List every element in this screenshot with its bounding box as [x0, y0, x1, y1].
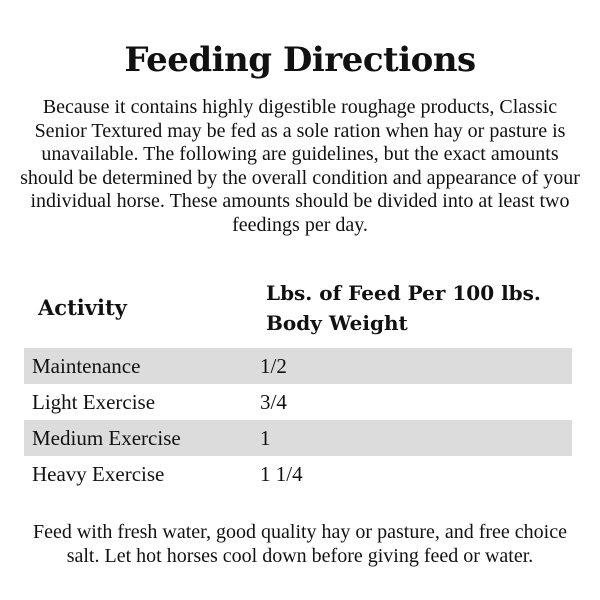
activity-cell: Heavy Exercise — [32, 462, 165, 486]
header-amount — [266, 278, 566, 338]
amount-cell: 1/2 — [260, 354, 287, 378]
table-row — [24, 384, 572, 420]
table-header — [24, 278, 572, 344]
table-body — [24, 348, 572, 492]
amount-cell: 1 1/4 — [260, 462, 303, 486]
header-amount-line2: Body Weight — [266, 311, 408, 335]
amount-cell: 3/4 — [260, 390, 287, 414]
feeding-table — [24, 278, 572, 486]
activity-cell: Maintenance — [32, 354, 141, 378]
header-amount-line1: Lbs. of Feed Per 100 lbs. — [266, 281, 541, 305]
table-row — [24, 420, 572, 456]
amount-cell: 1 — [260, 426, 271, 450]
footer-note: Feed with fresh water, good quality hay or pasture, and free choice salt. Let hot horses cool down before giving feed or water. — [32, 521, 567, 567]
table-row — [24, 456, 572, 492]
page-title: Feeding Directions — [124, 40, 476, 80]
table-row — [24, 348, 572, 384]
activity-cell: Medium Exercise — [32, 426, 181, 450]
intro-paragraph: Because it contains highly digestible roughage products, Classic Senior Textured may be fed as a sole ration when hay or pasture is unavailable. The following are guidelines, but the exact amounts should be determined by the overall condition and appearance of your individual horse. These amounts should be divided into at least two feedings per day. — [20, 96, 580, 236]
header-activity: Activity — [38, 295, 127, 320]
activity-cell: Light Exercise — [32, 390, 156, 414]
